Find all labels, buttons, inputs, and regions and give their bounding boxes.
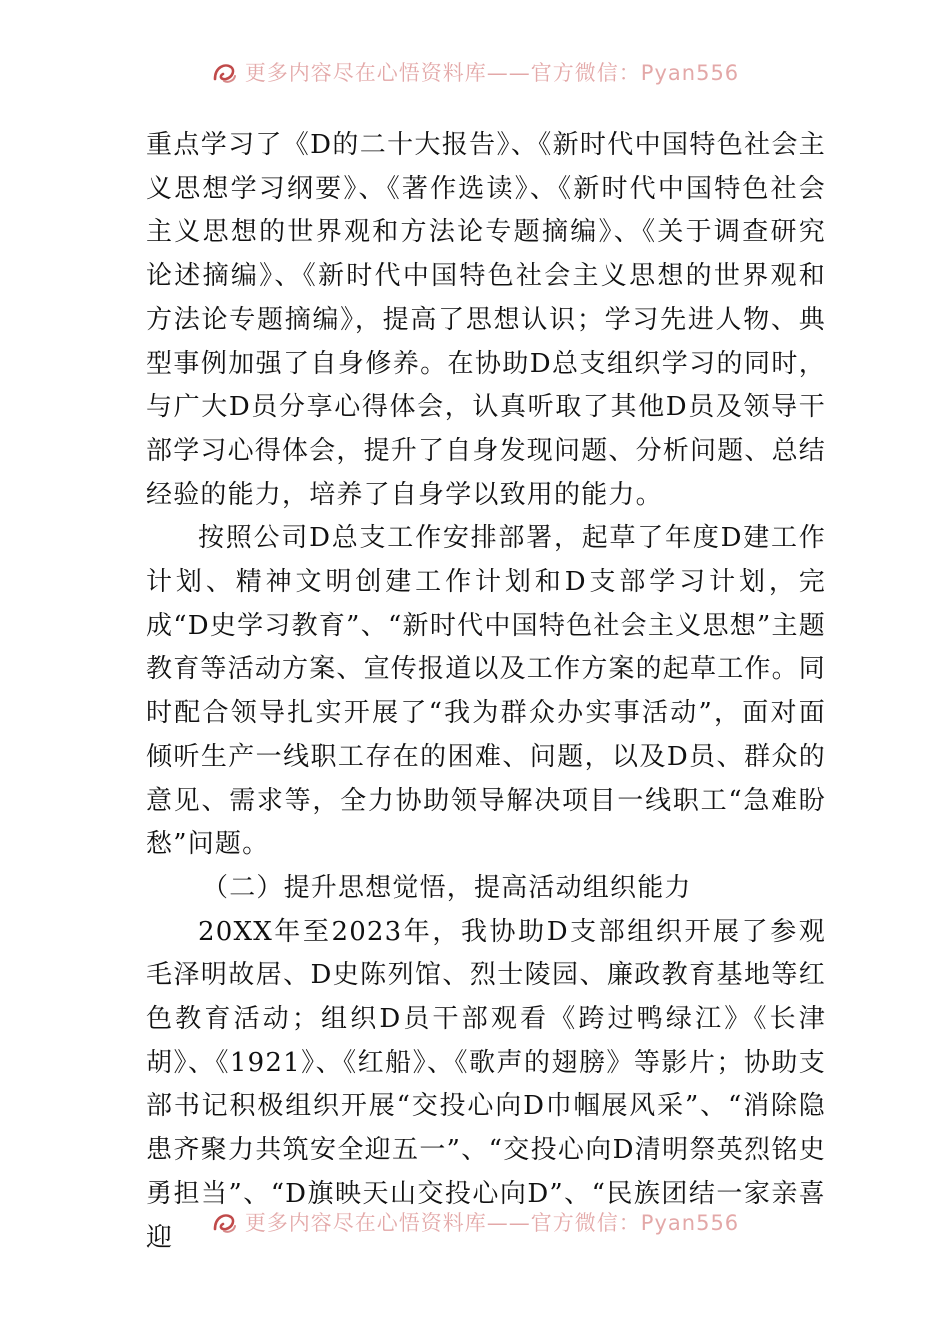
body-paragraph-2: 按照公司D总支工作安排部署，起草了年度D建工作计划、精神文明创建工作计划和D支部学习计划，完成“D史学习教育”、“新时代中国特色社会主义思想”主题教育等活动方案、宣传报道以及工作方案的起草工作。同时配合领导扎实开展了“我为群众办实事活动”，面对面倾听生产一线职工存在的困难、问题，以及D员、群众的意见、需求等，全力协助领导解决项目一线职工“急难盼愁”问题。 <box>146 523 827 860</box>
header-watermark <box>0 52 950 92</box>
document-body <box>146 124 826 1260</box>
body-paragraph-3: 20XX年至2023年，我协助D支部组织开展了参观毛泽明故居、D史陈列馆、烈士陵园、廉政教育基地等红色教育活动；组织D员干部观看《跨过鸭绿江》《长津胡》、《1921》、《红船》、《歌声的翅膀》等影片；协助支部书记积极组织开展“交投心向D巾帼展风采”、“消除隐患齐聚力共筑安全迎五一”、“交投心向D清明祭英烈铭史勇担当”、“D旗映天山交投心向D”、“民族团结一家亲喜迎 <box>146 916 826 1253</box>
brand-logo-icon <box>211 1209 237 1235</box>
watermark-text: 更多内容尽在心悟资料库——官方微信：Pyan556 <box>244 61 740 85</box>
watermark-text: 更多内容尽在心悟资料库——官方微信：Pyan556 <box>244 1211 740 1235</box>
footer-watermark <box>0 1202 950 1242</box>
brand-logo-icon <box>211 59 237 85</box>
body-paragraph-1: 重点学习了《D的二十大报告》、《新时代中国特色社会主义思想学习纲要》、《著作选读》、《新时代中国特色社会主义思想的世界观和方法论专题摘编》、《关于调查研究论述摘编》、《新时代中国特色社会主义思想的世界观和方法论专题摘编》，提高了思想认识；学习先进人物、典型事例加强了自身修养。在协助D总支组织学习的同时，与广大D员分享心得体会，认真听取了其他D员及领导干部学习心得体会，提升了自身发现问题、分析问题、总结经验的能力，培养了自身学以致用的能力。 <box>146 130 827 510</box>
section-heading: （二）提升思想觉悟，提高活动组织能力 <box>202 872 692 903</box>
